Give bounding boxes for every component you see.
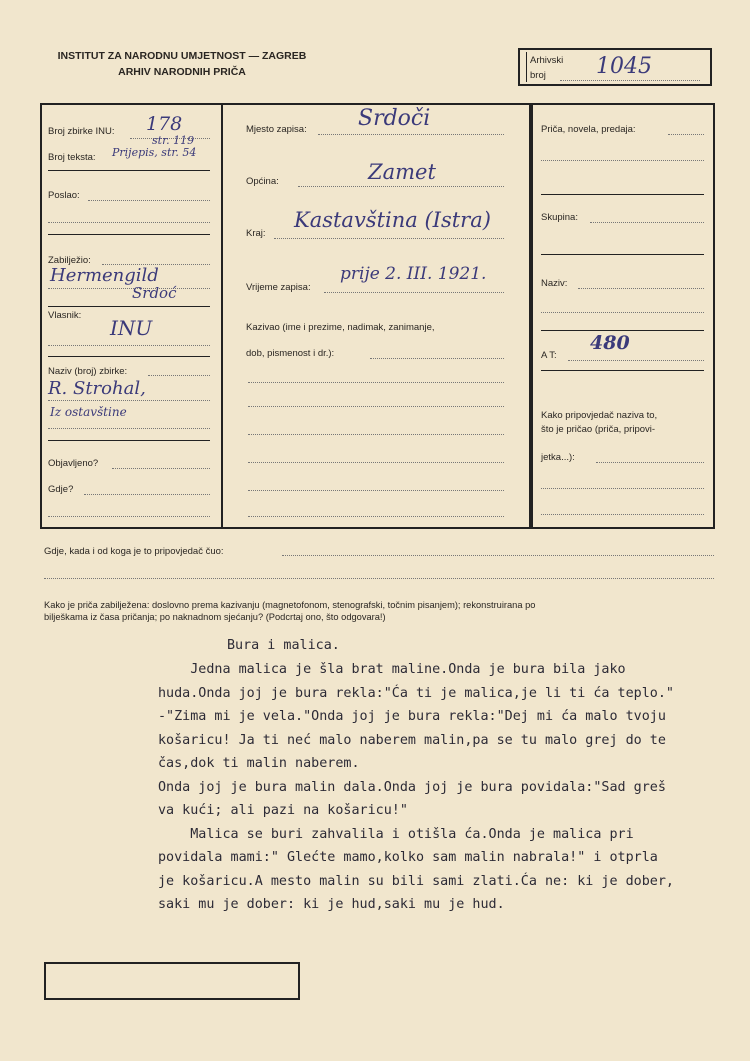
published-label: Objavljeno? [48, 458, 99, 469]
text-number-value-1: str. 119 [152, 134, 195, 147]
narrator-label-2: dob, pismenost i dr.): [246, 348, 335, 359]
method-note: Kako je priča zabilježena: doslovno prema kazivanju (magnetofonom, stenografski, točnim pisanjem); rekonstruirana po [44, 600, 536, 610]
text-number-label: Broj teksta: [48, 152, 96, 163]
municipality-label: Općina: [246, 176, 279, 187]
title-label: Naziv: [541, 278, 568, 289]
story-line: Malica se buri zahvalila i otišla ća.Onda je malica pri [158, 826, 634, 842]
narrator-name-label-2: što je pričao (priča, pripovi- [541, 424, 656, 435]
story-line: huda.Onda joj je bura rekla:"Ća ti je malica,je li ti ća teplo." [158, 685, 674, 701]
collection-name-value-2: Iz ostavštine [50, 405, 127, 419]
region-label: Kraj: [246, 228, 266, 239]
story-line: povidala mami:" Glećte mamo,kolko sam malin nabrala!" i otprla [158, 850, 658, 865]
archive-number-value: 1045 [596, 54, 652, 79]
time-label: Vrijeme zapisa: [246, 282, 311, 293]
column-divider [221, 103, 223, 529]
narrator-name-label: Kako pripovjedač naziva to, [541, 410, 658, 421]
sent-label: Poslao: [48, 190, 80, 201]
story-line: -"Zima mi je vela."Onda joj je bura rekla:"Dej mi ća malo tvoju [158, 709, 666, 724]
narrator-name-label-3: jetka...): [541, 452, 575, 463]
story-line: saki mu je dober: ki je hud,saki mu je hud. [158, 897, 505, 912]
at-label: A T: [541, 350, 557, 361]
form-frame-right [531, 103, 715, 529]
archive-title: ARHIV NARODNIH PRIČA [118, 66, 246, 78]
collection-number-value: 178 [146, 113, 183, 135]
recorded-by-label: Zabilježio: [48, 255, 91, 266]
story-line: košaricu! Ja ti neć malo naberem malin,pa se tu malo grej do te [158, 732, 666, 748]
place-label: Mjesto zapisa: [246, 124, 307, 135]
group-label: Skupina: [541, 212, 578, 223]
municipality-value: Zamet [368, 160, 436, 184]
archive-number-label: Arhivski [530, 55, 564, 66]
story-line: je košaricu.A mesto malin su bili sami zlati.Ća ne: ki je dober, [158, 873, 674, 889]
time-value: prije 2. III. 1921. [340, 264, 487, 284]
archive-number-label-2: broj [530, 70, 546, 81]
narrator-label: Kazivao (ime i prezime, nadimak, zanimanje, [246, 322, 435, 333]
story-line: čas,dok ti malin naberem. [158, 756, 360, 771]
owner-label: Vlasnik: [48, 310, 82, 321]
text-number-value-2: Prijepis, str. 54 [112, 146, 197, 159]
place-value: Srdoči [358, 106, 431, 131]
at-value: 480 [590, 332, 630, 354]
story-line: Onda joj je bura malin dala.Onda joj je bura povidala:"Sad greš [158, 779, 666, 795]
collection-name-label: Naziv (broj) zbirke: [48, 366, 128, 377]
story-type-label: Priča, novela, predaja: [541, 124, 636, 135]
collection-name-value-1: R. Strohal, [48, 378, 146, 399]
method-note-2: bilješkama iz časa pričanja; po naknadnom sjećanju? (Podcrtaj ono, što odgovara!) [44, 612, 386, 622]
bottom-box [44, 962, 300, 1000]
owner-value: INU [110, 316, 153, 340]
story-title: Bura i malica. [227, 638, 340, 653]
recorded-by-value-1: Hermengild [50, 265, 159, 286]
where-label: Gdje? [48, 484, 74, 495]
story-line: va kući; ali pazi na košaricu!" [158, 803, 408, 818]
source-question: Gdje, kada i od koga je to pripovjedač čuo: [44, 546, 224, 557]
institute-title: INSTITUT ZA NARODNU UMJETNOST — ZAGREB [57, 50, 307, 62]
story-line: Jedna malica je šla brat maline.Onda je bura bila jako [158, 662, 626, 677]
collection-number-label: Broj zbirke INU: [48, 126, 115, 137]
region-value: Kastavština (Istra) [294, 208, 491, 232]
recorded-by-value-2: Srdoć [132, 284, 177, 302]
